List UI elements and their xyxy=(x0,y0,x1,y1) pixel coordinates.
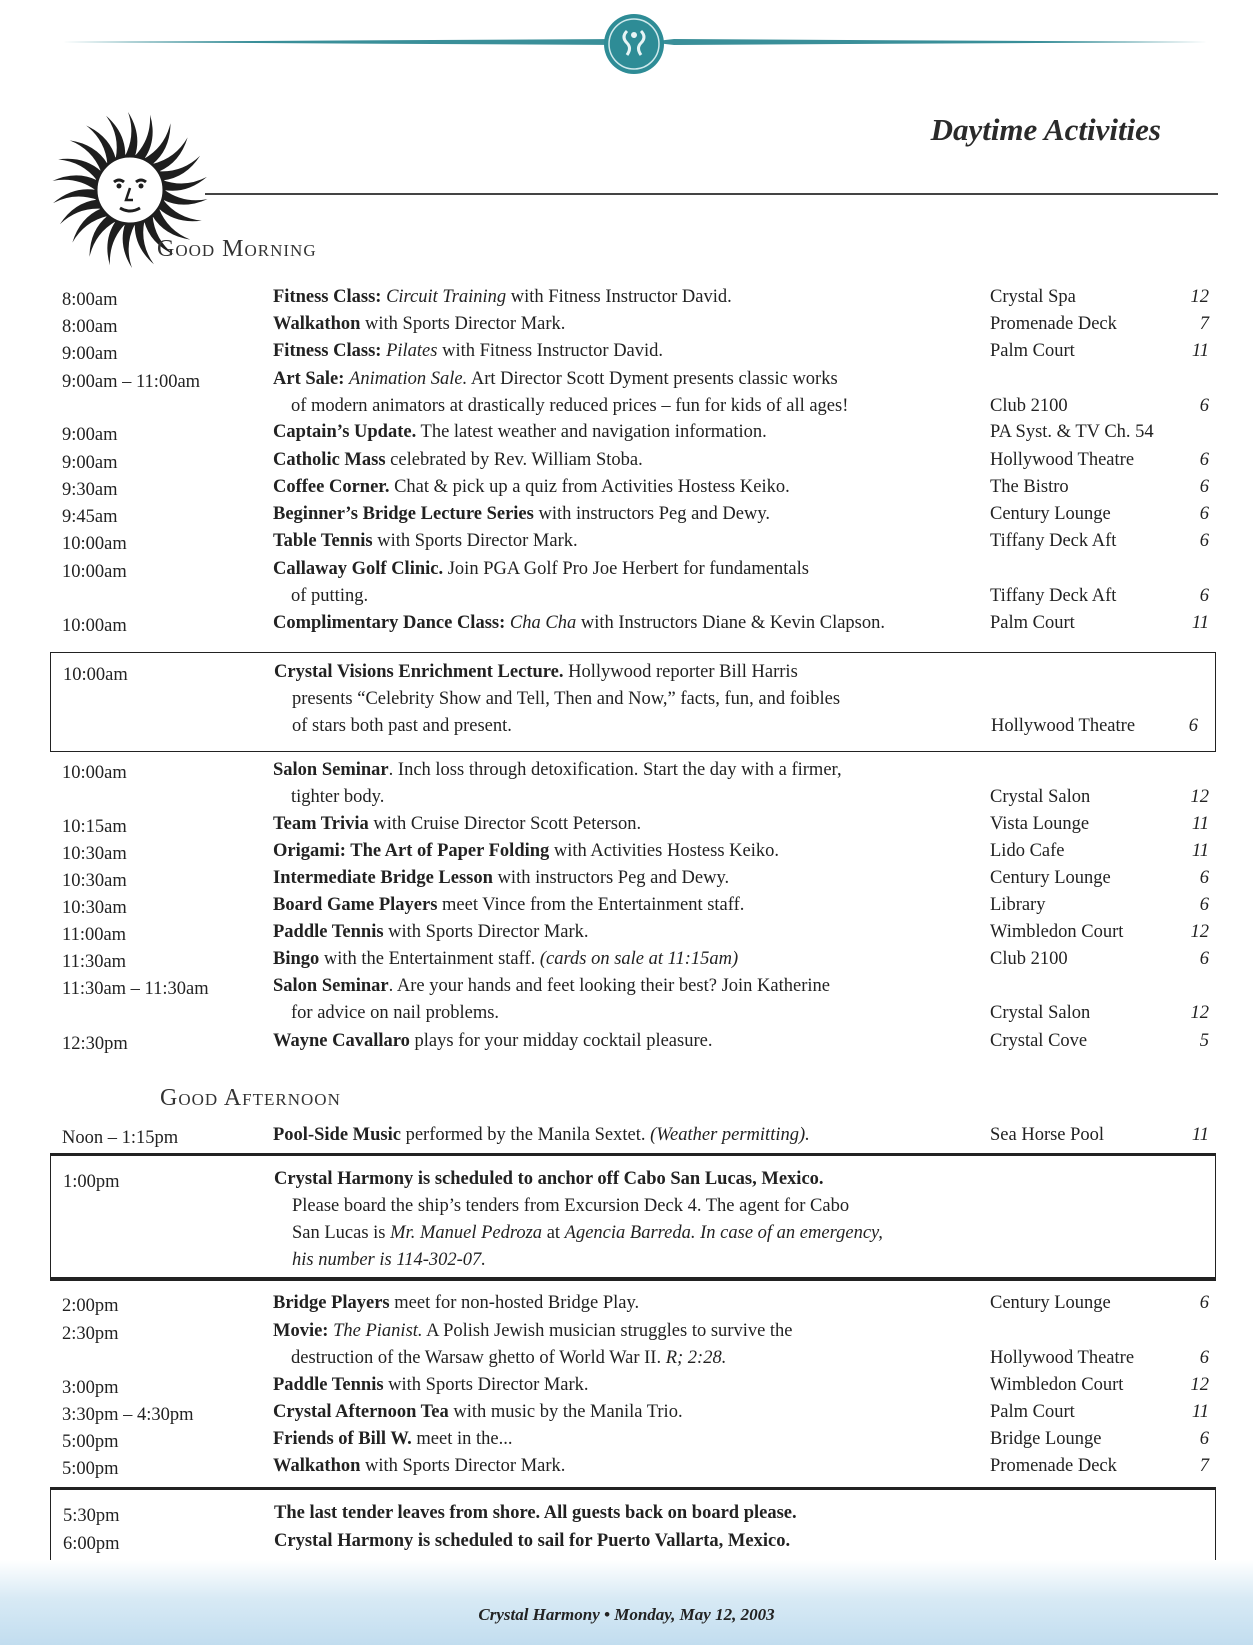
activity-name: Paddle Tennis xyxy=(273,922,384,942)
activity-description xyxy=(273,1426,993,1453)
location: Wimbledon Court xyxy=(990,1375,1124,1395)
deck-number: 7 xyxy=(1199,1456,1209,1476)
deck-number: 12 xyxy=(1190,922,1209,942)
activity-name: Fitness Class: xyxy=(273,341,382,361)
activity-description xyxy=(273,811,993,838)
time: 3:00pm xyxy=(62,1378,119,1398)
activity-text: with Fitness Instructor David. xyxy=(437,341,664,361)
deck-number: 6 xyxy=(1199,531,1209,551)
activity-name: Salon Seminar xyxy=(273,760,389,780)
activity-name: Crystal Afternoon Tea xyxy=(273,1402,449,1422)
deck-number: 6 xyxy=(1199,868,1209,888)
activity-text: with Sports Director Mark. xyxy=(360,1456,566,1476)
activity-text: Art Director Scott Dyment presents classic works xyxy=(467,369,838,389)
activity-text: with music by the Manila Trio. xyxy=(448,1402,683,1422)
location: Tiffany Deck Aft xyxy=(990,531,1117,551)
activity-text: with Instructors Diane & Kevin Clapson. xyxy=(576,613,886,633)
activity-description xyxy=(273,610,993,637)
activity-description xyxy=(273,528,993,555)
activity-description xyxy=(274,659,994,740)
time: 5:00pm xyxy=(62,1459,119,1479)
sun-ray xyxy=(52,172,97,190)
activity-text: with Sports Director Mark. xyxy=(360,314,566,334)
activity-name: Salon Seminar xyxy=(273,976,389,996)
time: 8:00am xyxy=(62,317,118,337)
title-rule xyxy=(205,193,1218,195)
activity-text: meet Vince from the Entertainment staff. xyxy=(437,895,745,915)
location: Club 2100 xyxy=(990,396,1068,416)
activity-description xyxy=(274,1166,1174,1274)
activity-text-cont: of putting. xyxy=(291,586,369,606)
activity-text: A Polish Jewish musician struggles to survive the xyxy=(422,1321,793,1341)
activity-description xyxy=(273,1453,993,1480)
deck-number: 6 xyxy=(1199,895,1209,915)
activity-description xyxy=(273,757,993,811)
time: 2:30pm xyxy=(62,1324,119,1344)
time: Noon – 1:15pm xyxy=(62,1128,179,1148)
heading-good-afternoon: Good Afternoon xyxy=(160,1085,341,1111)
deck-number: 6 xyxy=(1188,716,1198,736)
time: 10:00am xyxy=(62,763,127,783)
time: 6:00pm xyxy=(63,1534,120,1554)
activity-name: Intermediate Bridge Lesson xyxy=(273,868,493,888)
activity-text: meet in the... xyxy=(411,1429,513,1449)
activity-name: Bridge Players xyxy=(273,1293,390,1313)
activity-name: Art Sale: xyxy=(273,369,345,389)
activity-name: Paddle Tennis xyxy=(273,1375,384,1395)
activity-description xyxy=(273,1028,993,1055)
deck-number: 12 xyxy=(1190,1003,1209,1023)
activity-text: with Cruise Director Scott Peterson. xyxy=(368,814,642,834)
activity-description xyxy=(273,419,993,446)
activity-description xyxy=(273,1122,993,1149)
activity-text: performed by the Manila Sextet. xyxy=(400,1125,651,1145)
location: Palm Court xyxy=(990,1402,1075,1422)
activity-name: Crystal Harmony is scheduled to anchor off Cabo San Lucas, Mexico. xyxy=(274,1169,824,1189)
activity-description xyxy=(273,892,993,919)
activity-description xyxy=(273,919,993,946)
activity-description xyxy=(273,474,993,501)
activity-subtitle: Pilates xyxy=(386,341,438,361)
time: 9:00am xyxy=(62,453,118,473)
time: 9:30am xyxy=(62,480,118,500)
activity-subtitle: Cha Cha xyxy=(509,613,577,633)
time: 10:00am xyxy=(62,534,127,554)
activity-text: Chat & pick up a quiz from Activities Hostess Keiko. xyxy=(389,477,790,497)
location: Crystal Salon xyxy=(990,1003,1091,1023)
time: 10:00am xyxy=(63,665,128,685)
deck-number: 12 xyxy=(1190,1375,1209,1395)
activity-description xyxy=(273,1372,993,1399)
page-title: Daytime Activities xyxy=(930,112,1161,147)
activity-name: Captain’s Update. xyxy=(273,422,417,442)
location: Century Lounge xyxy=(990,504,1111,524)
activity-text-cont: for advice on nail problems. xyxy=(291,1003,500,1023)
deck-number: 6 xyxy=(1199,450,1209,470)
activity-text: . Inch loss through detoxification. Start the day with a firmer, xyxy=(388,760,842,780)
activity-name: Walkathon xyxy=(273,314,361,334)
location: Promenade Deck xyxy=(990,314,1117,334)
notice-line: his number is 114-302-07. xyxy=(292,1250,486,1270)
sun-ray xyxy=(123,224,135,268)
activity-name: Complimentary Dance Class: xyxy=(273,613,506,633)
time: 3:30pm – 4:30pm xyxy=(62,1405,194,1425)
location: Century Lounge xyxy=(990,868,1111,888)
location: Promenade Deck xyxy=(990,1456,1117,1476)
activity-text-cont: presents “Celebrity Show and Tell, Then and Now,” facts, fun, and foibles xyxy=(292,689,841,709)
activity-name: Table Tennis xyxy=(273,531,373,551)
activity-description xyxy=(273,973,993,1027)
location: Crystal Salon xyxy=(990,787,1091,807)
activity-text: with instructors Peg and Dewy. xyxy=(492,868,730,888)
deck-number: 6 xyxy=(1199,396,1209,416)
activity-text: with Fitness Instructor David. xyxy=(506,287,732,307)
activity-name: Friends of Bill W. xyxy=(273,1429,412,1449)
activity-description xyxy=(273,501,993,528)
activity-name: Catholic Mass xyxy=(273,450,386,470)
activity-text: with Activities Hostess Keiko. xyxy=(549,841,779,861)
activity-subtitle: Animation Sale. xyxy=(349,369,468,389)
activity-text: with Sports Director Mark. xyxy=(383,922,589,942)
activity-description xyxy=(273,311,993,338)
location: Crystal Cove xyxy=(990,1031,1088,1051)
departure-notice-box xyxy=(50,1487,1216,1567)
activity-text: with instructors Peg and Dewy. xyxy=(533,504,771,524)
activity-text: plays for your midday cocktail pleasure. xyxy=(409,1031,713,1051)
heading-good-morning: Good Morning xyxy=(157,236,317,262)
sun-ray xyxy=(125,112,137,156)
activity-name: Wayne Cavallaro xyxy=(273,1031,410,1051)
activity-name: Movie: xyxy=(273,1321,329,1341)
location: Palm Court xyxy=(990,341,1075,361)
location: Crystal Spa xyxy=(990,287,1076,307)
activity-text: The latest weather and navigation information. xyxy=(416,422,767,442)
location: Library xyxy=(990,895,1046,915)
activity-name: Crystal Visions Enrichment Lecture. xyxy=(274,662,564,682)
deck-number: 6 xyxy=(1199,949,1209,969)
activity-text: with Sports Director Mark. xyxy=(372,531,578,551)
time: 11:30am xyxy=(62,952,127,972)
deck-number: 6 xyxy=(1199,504,1209,524)
activity-name: Pool-Side Music xyxy=(273,1125,401,1145)
activity-text-cont: of stars both past and present. xyxy=(292,716,512,736)
notice-line: San Lucas is Mr. Manuel Pedroza at Agencia Barreda. In case of an emergency, xyxy=(292,1223,883,1243)
location: Wimbledon Court xyxy=(990,922,1124,942)
deck-number: 6 xyxy=(1199,586,1209,606)
deck-number: 5 xyxy=(1199,1031,1209,1051)
activity-name: Team Trivia xyxy=(273,814,369,834)
location: Tiffany Deck Aft xyxy=(990,586,1117,606)
activity-text: with the Entertainment staff. xyxy=(319,949,540,969)
notice-text: Crystal Harmony is scheduled to sail for Puerto Vallarta, Mexico. xyxy=(274,1531,791,1551)
activity-text: Hollywood reporter Bill Harris xyxy=(563,662,798,682)
location: Bridge Lounge xyxy=(990,1429,1102,1449)
location: Hollywood Theatre xyxy=(990,1348,1135,1368)
location: PA Syst. & TV Ch. 54 xyxy=(990,422,1154,442)
location: Lido Cafe xyxy=(990,841,1065,861)
activity-text-cont: of modern animators at drastically reduced prices – fun for kids of all ages! xyxy=(291,396,849,416)
deck-number: 6 xyxy=(1199,1293,1209,1313)
time: 1:00pm xyxy=(63,1172,120,1192)
deck-number: 11 xyxy=(1191,841,1209,861)
anchor-notice-box xyxy=(50,1153,1216,1281)
time: 5:00pm xyxy=(62,1432,119,1452)
enrichment-lecture-box xyxy=(50,652,1216,752)
activity-description xyxy=(273,946,993,973)
location: Century Lounge xyxy=(990,1293,1111,1313)
activity-subtitle: Circuit Training xyxy=(386,287,507,307)
activity-description xyxy=(273,284,993,311)
time: 9:00am xyxy=(62,344,118,364)
deck-number: 11 xyxy=(1191,814,1209,834)
deck-number: 12 xyxy=(1190,287,1209,307)
activity-description xyxy=(273,1318,993,1372)
activity-description xyxy=(273,338,993,365)
activity-name: Bingo xyxy=(273,949,320,969)
activity-text: Join PGA Golf Pro Joe Herbert for fundamentals xyxy=(443,559,809,579)
time: 12:30pm xyxy=(62,1034,128,1054)
deck-number: 11 xyxy=(1191,1402,1209,1422)
location: Sea Horse Pool xyxy=(990,1125,1105,1145)
activity-text-cont: tighter body. xyxy=(291,787,385,807)
time: 2:00pm xyxy=(62,1296,119,1316)
location: Hollywood Theatre xyxy=(990,450,1135,470)
time: 9:45am xyxy=(62,507,118,527)
seahorse-logo-icon xyxy=(603,13,665,75)
deck-number: 6 xyxy=(1199,477,1209,497)
activity-description xyxy=(273,1290,993,1317)
time: 5:30pm xyxy=(63,1506,120,1526)
activity-name: Coffee Corner. xyxy=(273,477,390,497)
sun-ray xyxy=(163,190,208,208)
time: 8:00am xyxy=(62,290,118,310)
notice-text: The last tender leaves from shore. All guests back on board please. xyxy=(274,1503,797,1523)
activity-description xyxy=(273,366,993,420)
deck-number: 12 xyxy=(1190,787,1209,807)
location: Club 2100 xyxy=(990,949,1068,969)
activity-text: celebrated by Rev. William Stoba. xyxy=(385,450,643,470)
time: 10:00am xyxy=(62,562,127,582)
location: Palm Court xyxy=(990,613,1075,633)
activity-description xyxy=(273,865,993,892)
activity-name: Callaway Golf Clinic. xyxy=(273,559,444,579)
footer-band xyxy=(0,1560,1253,1645)
time: 9:00am – 11:00am xyxy=(62,372,201,392)
time: 10:30am xyxy=(62,898,127,918)
activity-description xyxy=(273,556,993,610)
activity-text: with Sports Director Mark. xyxy=(383,1375,589,1395)
activity-description xyxy=(273,1399,993,1426)
activity-text: . Are your hands and feet looking their best? Join Katherine xyxy=(388,976,830,996)
activity-name: Origami: The Art of Paper Folding xyxy=(273,841,550,861)
deck-number: 6 xyxy=(1199,1429,1209,1449)
activity-text: meet for non-hosted Bridge Play. xyxy=(389,1293,640,1313)
footer-text: Crystal Harmony • Monday, May 12, 2003 xyxy=(478,1605,775,1624)
time: 11:00am xyxy=(62,925,127,945)
deck-number: 7 xyxy=(1199,314,1209,334)
deck-number: 11 xyxy=(1191,341,1209,361)
activity-name: Board Game Players xyxy=(273,895,438,915)
location: The Bistro xyxy=(990,477,1069,497)
deck-number: 11 xyxy=(1191,613,1209,633)
activity-text-cont: destruction of the Warsaw ghetto of World War II. R; 2:28. xyxy=(291,1348,727,1368)
activity-name: Fitness Class: xyxy=(273,287,382,307)
activity-description xyxy=(273,447,993,474)
deck-number: 11 xyxy=(1191,1125,1209,1145)
time: 10:30am xyxy=(62,844,127,864)
activity-description xyxy=(273,838,993,865)
activity-name: Beginner’s Bridge Lecture Series xyxy=(273,504,534,524)
time: 10:30am xyxy=(62,871,127,891)
location: Hollywood Theatre xyxy=(991,716,1136,736)
time: 10:00am xyxy=(62,616,127,636)
activity-name: Walkathon xyxy=(273,1456,361,1476)
activity-note: (cards on sale at 11:15am) xyxy=(539,949,739,969)
location: Vista Lounge xyxy=(990,814,1090,834)
deck-number: 6 xyxy=(1199,1348,1209,1368)
time: 11:30am – 11:30am xyxy=(62,979,209,999)
time: 9:00am xyxy=(62,425,118,445)
time: 10:15am xyxy=(62,817,127,837)
activity-note: (Weather permitting). xyxy=(650,1125,810,1145)
notice-line: Please board the ship’s tenders from Excursion Deck 4. The agent for Cabo xyxy=(292,1196,850,1216)
activity-subtitle: The Pianist. xyxy=(333,1321,423,1341)
